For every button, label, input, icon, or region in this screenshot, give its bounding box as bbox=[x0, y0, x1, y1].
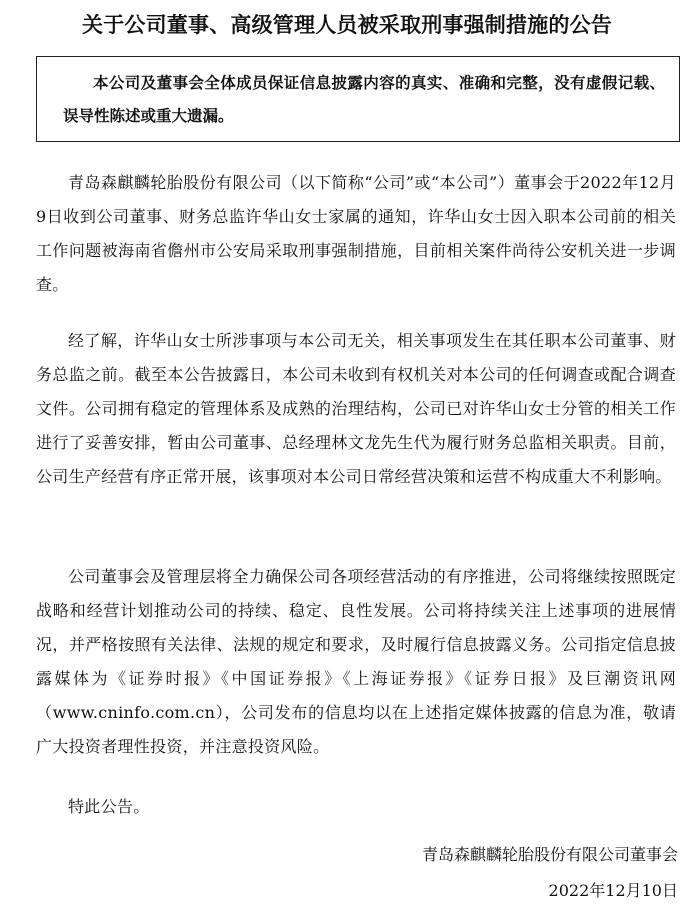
paragraph-impact: 经了解，许华山女士所涉事项与本公司无关，相关事项发生在其任职本公司董事、财务总监之前。截至本公告披露日，本公司未收到有权机关对本公司的任何调查或配合调查文件。公司拥有稳定的管理体系及成熟的治理结构，公司已对许华山女士分管的相关工作进行了妥善安排，暂由公司董事、总经理林文龙先生代为履行财务总监相关职责。目前，公司生产经营有序正常开展，该事项对本公司日常经营决策和运营不构成重大不利影响。 bbox=[36, 331, 676, 486]
paragraph-closing: 特此公告。 bbox=[68, 797, 150, 816]
paragraph-commitment: 公司董事会及管理层将全力确保公司各项经营活动的有序推进，公司将继续按照既定战略和经营计划推动公司的持续、稳定、良性发展。公司将持续关注上述事项的进展情况，并严格按照有关法律、法规的规定和要求，及时履行信息披露义务。公司指定信息披露媒体为《证券时报》《中国证券报》《上海证券报》《证券日报》及巨潮资讯网（www.cninfo.com.cn），公司发布的信息均以在上述指定媒体披露的信息为准，敬请广大投资者理性投资，并注意投资风险。 bbox=[36, 567, 676, 756]
signature-board: 青岛森麒麟轮胎股份有限公司董事会 bbox=[421, 845, 678, 864]
disclaimer-box bbox=[36, 56, 680, 142]
signature-date: 2022年12月10日 bbox=[548, 881, 678, 900]
disclaimer-text: 本公司及董事会全体成员保证信息披露内容的真实、准确和完整，没有虚假记载、误导性陈述或重大遗漏。 bbox=[63, 74, 665, 125]
paragraph-incident: 青岛森麒麟轮胎股份有限公司（以下简称“公司”或“本公司”）董事会于2022年12月9日收到公司董事、财务总监许华山女士家属的通知，许华山女士因入职本公司前的相关工作问题被海南省儋州市公安局采取刑事强制措施，目前相关案件尚待公安机关进一步调查。 bbox=[36, 173, 676, 294]
document-title: 关于公司董事、高级管理人员被采取刑事强制措施的公告 bbox=[82, 13, 612, 37]
